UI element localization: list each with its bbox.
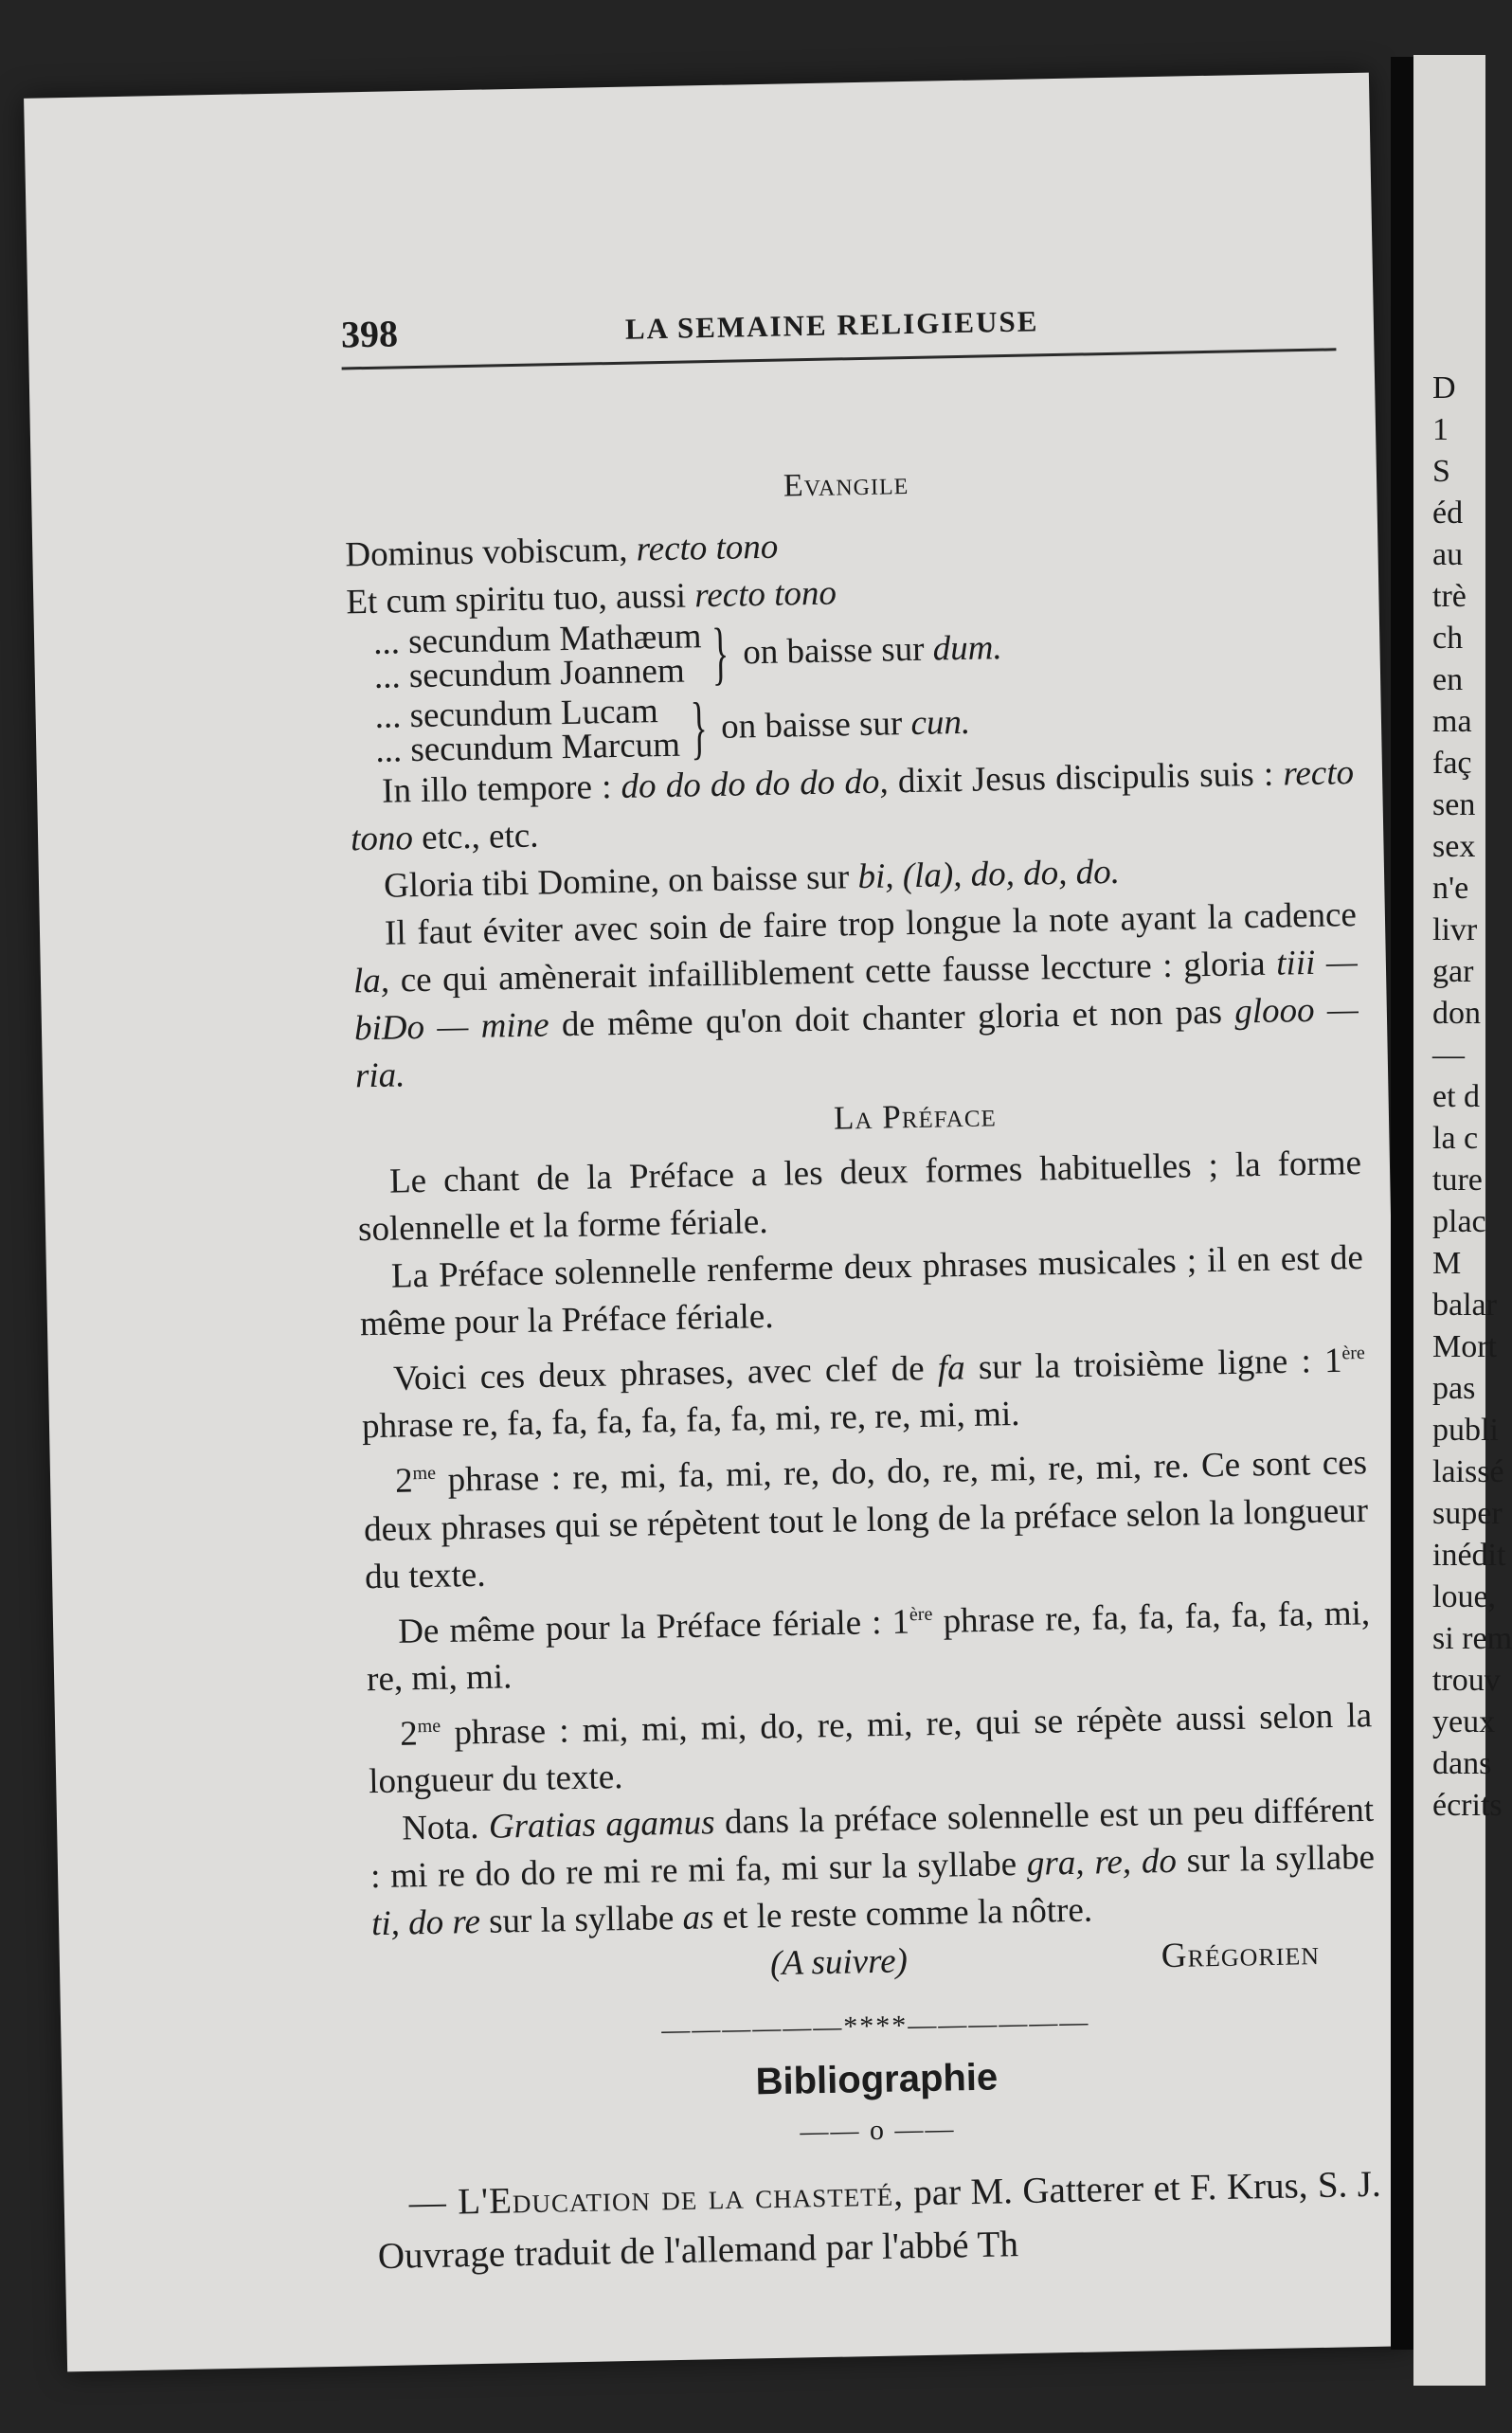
facing-page-fragment: livr xyxy=(1432,912,1478,947)
bibliography-entry: — L'Education de la chasteté, par M. Gatterer et F. Krus, S. J. Ouvrage traduit de l'allemand par l'abbé Th xyxy=(377,2164,1382,2278)
facing-page-fragment: sex xyxy=(1432,829,1476,864)
facing-page-fragment: n'e xyxy=(1432,871,1469,906)
facing-page-fragment: trè xyxy=(1432,579,1467,614)
facing-page-fragment: 1 xyxy=(1432,412,1449,447)
facing-page-fragment: publi xyxy=(1432,1413,1499,1448)
facing-page-fragment: M xyxy=(1432,1246,1462,1281)
facing-page-fragment: balar xyxy=(1432,1288,1497,1323)
facing-page-fragment: — xyxy=(1432,1037,1465,1072)
brace-icon: } xyxy=(711,614,730,694)
facing-page-fragment: sen xyxy=(1432,787,1476,822)
facing-page-fragment: gar xyxy=(1432,954,1474,989)
facing-page-fragment: en xyxy=(1432,662,1464,697)
page-header xyxy=(340,293,1336,369)
page-body xyxy=(344,452,1383,2283)
facing-page-fragment: éd xyxy=(1432,496,1464,531)
group1-line-2: ... secundum Joannem xyxy=(373,651,686,696)
facing-page-fragment: D xyxy=(1432,370,1456,406)
facing-page-fragment: faç xyxy=(1432,746,1472,781)
facing-page-fragment: laissé xyxy=(1432,1454,1504,1489)
secundum-group-1 xyxy=(373,607,1352,694)
facing-page-edge xyxy=(1413,55,1512,2386)
signature: Grégorien xyxy=(1161,1934,1321,1976)
facing-page-fragment: S xyxy=(1432,454,1450,489)
bibliographie-title: Bibliographie xyxy=(755,2056,999,2103)
facing-page-fragment: plac xyxy=(1432,1204,1486,1239)
facing-page-fragment: écrits xyxy=(1432,1788,1503,1823)
group2-line-2: ... secundum Marcum xyxy=(374,725,681,770)
preface-heading: La Préface xyxy=(833,1096,998,1137)
brace-icon: } xyxy=(689,689,709,767)
evangile-para-3: Il faut éviter avec soin de faire trop longue la note ayant la cadence la, ce qui amènerait infailliblement cette fausse leccture : gloria tiii — biDo — mine de même qu'on doit chanter gloria et non pas glooo — ria. xyxy=(352,895,1359,1096)
facing-page-fragment: trouv xyxy=(1432,1663,1501,1698)
preface-para-5: De même pour la Préface fériale : 1ère phrase re, fa, fa, fa, fa, fa, mi, re, mi, mi. xyxy=(366,1593,1371,1700)
facing-page-fragment: et d xyxy=(1432,1079,1481,1114)
book-binding xyxy=(1391,57,1413,2350)
facing-page-fragment: don xyxy=(1432,996,1481,1031)
evangile-heading: Evangile xyxy=(783,465,909,504)
group2-line-1: ... secundum Lucam xyxy=(374,692,659,736)
facing-page-fragment: si rem xyxy=(1432,1621,1512,1656)
group1-line-1: ... secundum Mathæum xyxy=(372,617,702,662)
ornament-divider: ——————****—————— xyxy=(661,2006,1090,2046)
running-title: LA SEMAINE RELIGIEUSE xyxy=(624,304,1039,346)
facing-page-fragment: super xyxy=(1432,1496,1503,1531)
facing-page-fragment: au xyxy=(1432,537,1464,572)
facing-page-fragments xyxy=(1413,368,1512,1827)
facing-page-fragment: inédit xyxy=(1432,1538,1506,1573)
facing-page-fragment: la c xyxy=(1432,1121,1479,1156)
evangile-para-2: Gloria tibi Domine, on baisse sur bi, (la), do, do, do. xyxy=(383,852,1121,906)
group1-note: on baisse sur dum. xyxy=(742,628,1003,673)
facing-page-fragment: loue, xyxy=(1432,1579,1497,1614)
small-ornament: —— o —— xyxy=(800,2113,956,2148)
page-number: 398 xyxy=(340,312,399,356)
preface-para-6: $2^{me}$ phrase : mi, mi, mi, do, re, mi, re, qui se répète aussi selon la longueur du texte. xyxy=(368,1696,1373,1802)
facing-page-fragment: dans xyxy=(1432,1746,1492,1781)
facing-page-fragment: Mort xyxy=(1432,1329,1497,1364)
evangile-line-2: Et cum spiritu tuo, aussi recto tono xyxy=(345,573,837,622)
evangile-para-1: In illo tempore : do do do do do do, dixit Jesus discipulis suis : recto tono etc., etc. xyxy=(350,753,1355,859)
header-rule xyxy=(342,348,1337,369)
preface-para-3: Voici ces deux phrases, avec clef de fa sur la troisième ligne : 1ère phrase re, fa, fa, fa, fa, fa, fa, mi, re, re, mi, mi. xyxy=(361,1341,1366,1447)
suivre-note: (A suivre) xyxy=(769,1941,909,1984)
facing-page-fragment: pas xyxy=(1432,1371,1476,1406)
facing-page-fragment: ch xyxy=(1432,621,1464,656)
facing-page-fragment: ture xyxy=(1432,1162,1483,1198)
group2-note: on baisse sur cun. xyxy=(720,702,971,747)
preface-para-4: $2^{me}$ phrase : re, mi, fa, mi, re, do, do, re, mi, re, mi, re. Ce sont ces deux phrases qui se répètent tout le long de la préface selon la longueur du texte. xyxy=(363,1443,1369,1596)
facing-page-fragment: ma xyxy=(1432,704,1472,739)
evangile-line-1: Dominus vobiscum, recto tono xyxy=(345,527,779,575)
preface-para-7: Nota. Gratias agamus dans la préface solennelle est un peu différent : mi re do do re mi re mi fa, mi sur la syllabe gra, re, do sur la syllabe ti, do re sur la syllabe as et le reste comme la nôtre. xyxy=(369,1791,1376,1944)
preface-para-1: Le chant de la Préface a les deux formes habituelles ; la forme solennelle et la forme fériale. xyxy=(357,1143,1362,1250)
facing-page-fragment: yeux xyxy=(1432,1704,1496,1739)
book-page xyxy=(24,73,1413,2372)
preface-para-2: La Préface solennelle renferme deux phrases musicales ; il en est de même pour la Préface fériale. xyxy=(359,1237,1364,1344)
